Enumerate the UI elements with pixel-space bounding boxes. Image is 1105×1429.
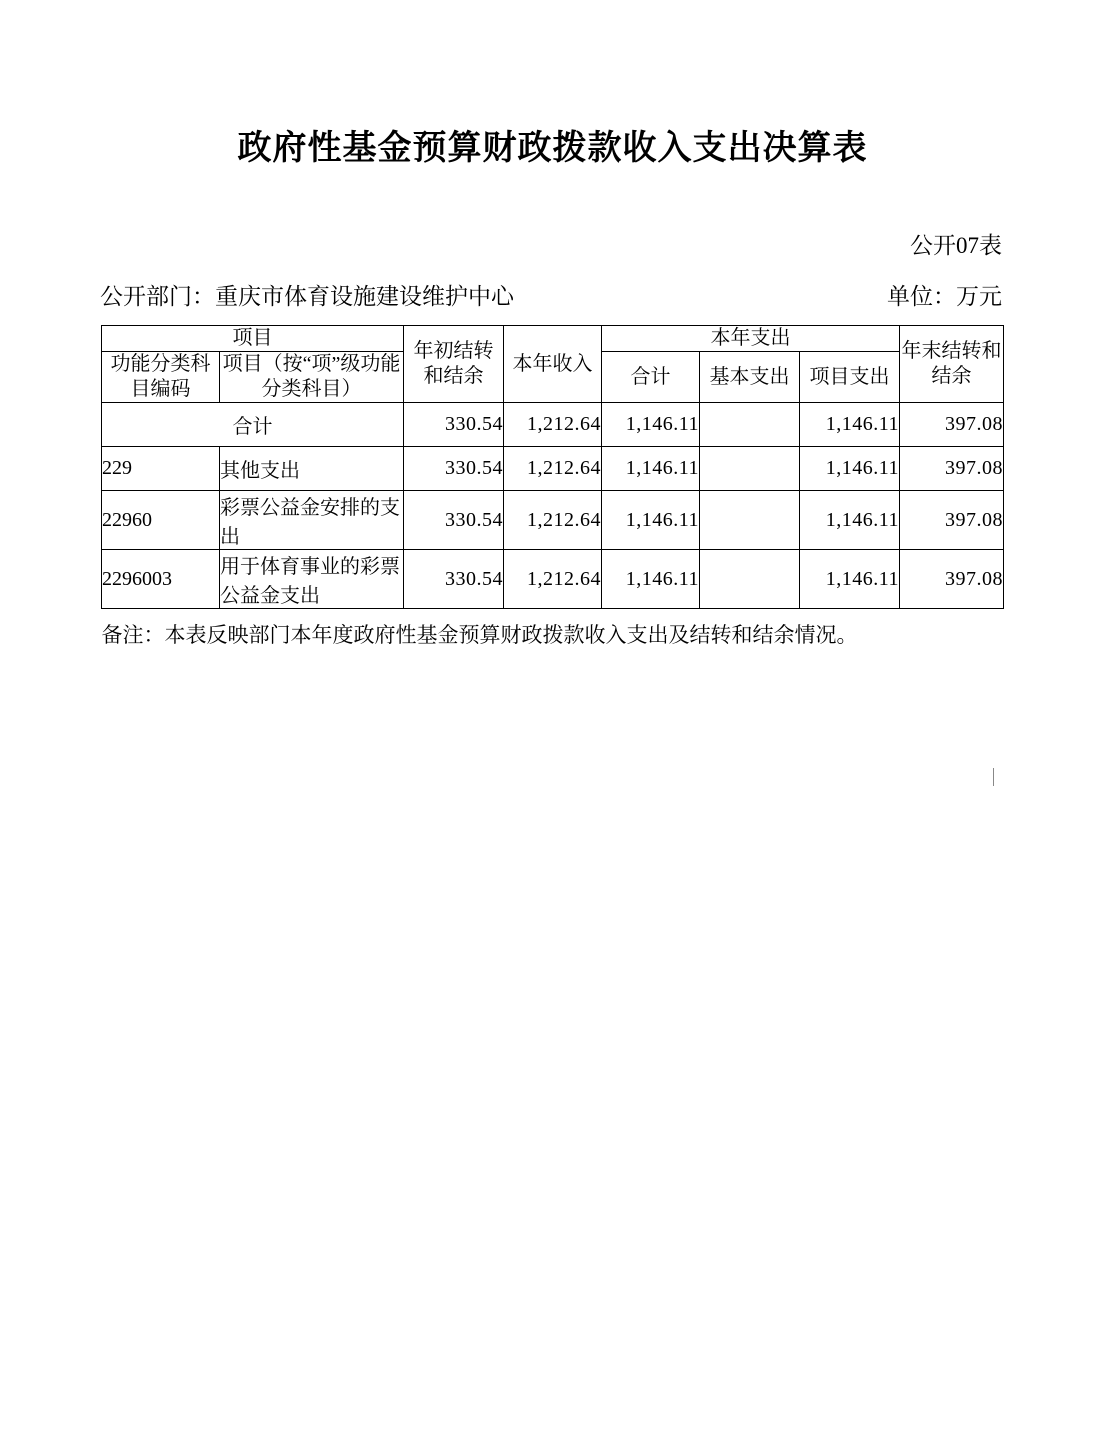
department-label: 公开部门：重庆市体育设施建设维护中心 xyxy=(100,284,514,309)
page-title: 政府性基金预算财政拨款收入支出决算表 xyxy=(237,129,868,167)
row-total-exp-project: 1,146.11 xyxy=(800,403,900,447)
row-total-exp-total: 1,146.11 xyxy=(602,403,700,447)
row-2-exp-basic xyxy=(700,491,800,550)
row-2-exp-project: 1,146.11 xyxy=(800,491,900,550)
row-total-exp-basic xyxy=(700,403,800,447)
row-1-exp-basic xyxy=(700,447,800,491)
row-2-income: 1,212.64 xyxy=(504,491,602,550)
row-2-end-balance: 397.08 xyxy=(900,491,1004,550)
row-total-begin-balance: 330.54 xyxy=(404,403,504,447)
table-note: 备注：本表反映部门本年度政府性基金预算财政拨款收入支出及结转和结余情况。 xyxy=(101,623,858,647)
row-1-exp-project: 1,146.11 xyxy=(800,447,900,491)
row-1-end-balance: 397.08 xyxy=(900,447,1004,491)
header-end-balance: 年末结转和结余 xyxy=(900,326,1004,403)
header-exp-basic: 基本支出 xyxy=(700,352,800,403)
row-3-name: 用于体育事业的彩票公益金支出 xyxy=(220,550,404,609)
row-3-begin-balance: 330.54 xyxy=(404,550,504,609)
row-3-code: 2296003 xyxy=(102,550,220,609)
header-group-project: 项目 xyxy=(102,326,404,352)
row-3-exp-project: 1,146.11 xyxy=(800,550,900,609)
row-2-code: 22960 xyxy=(102,491,220,550)
document-meta xyxy=(0,260,1105,311)
header-begin-balance: 年初结转和结余 xyxy=(404,326,504,403)
row-3-income: 1,212.64 xyxy=(504,550,602,609)
header-function-code: 功能分类科目编码 xyxy=(102,352,220,403)
row-total-income: 1,212.64 xyxy=(504,403,602,447)
row-1-begin-balance: 330.54 xyxy=(404,447,504,491)
table-row xyxy=(102,550,1004,609)
form-number: 公开07表 xyxy=(910,233,1002,258)
row-total-end-balance: 397.08 xyxy=(900,403,1004,447)
table-row xyxy=(102,491,1004,550)
header-project-name: 项目（按“项”级功能分类科目） xyxy=(220,352,404,403)
unit-label: 单位：万元 xyxy=(887,284,1002,309)
row-3-end-balance: 397.08 xyxy=(900,550,1004,609)
header-exp-total: 合计 xyxy=(602,352,700,403)
table-row xyxy=(102,403,1004,447)
header-group-current-expenditure: 本年支出 xyxy=(602,326,900,352)
row-2-name: 彩票公益金安排的支出 xyxy=(220,491,404,550)
budget-table xyxy=(101,325,1004,609)
row-1-exp-total: 1,146.11 xyxy=(602,447,700,491)
row-3-exp-basic xyxy=(700,550,800,609)
row-total-label: 合计 xyxy=(102,403,404,447)
row-1-name: 其他支出 xyxy=(220,447,404,491)
header-exp-project: 项目支出 xyxy=(800,352,900,403)
table-header-row-1 xyxy=(102,326,1004,352)
row-1-code: 229 xyxy=(102,447,220,491)
header-income: 本年收入 xyxy=(504,326,602,403)
row-1-income: 1,212.64 xyxy=(504,447,602,491)
row-3-exp-total: 1,146.11 xyxy=(602,550,700,609)
row-2-begin-balance: 330.54 xyxy=(404,491,504,550)
table-row xyxy=(102,447,1004,491)
row-2-exp-total: 1,146.11 xyxy=(602,491,700,550)
page-mark xyxy=(993,768,994,786)
